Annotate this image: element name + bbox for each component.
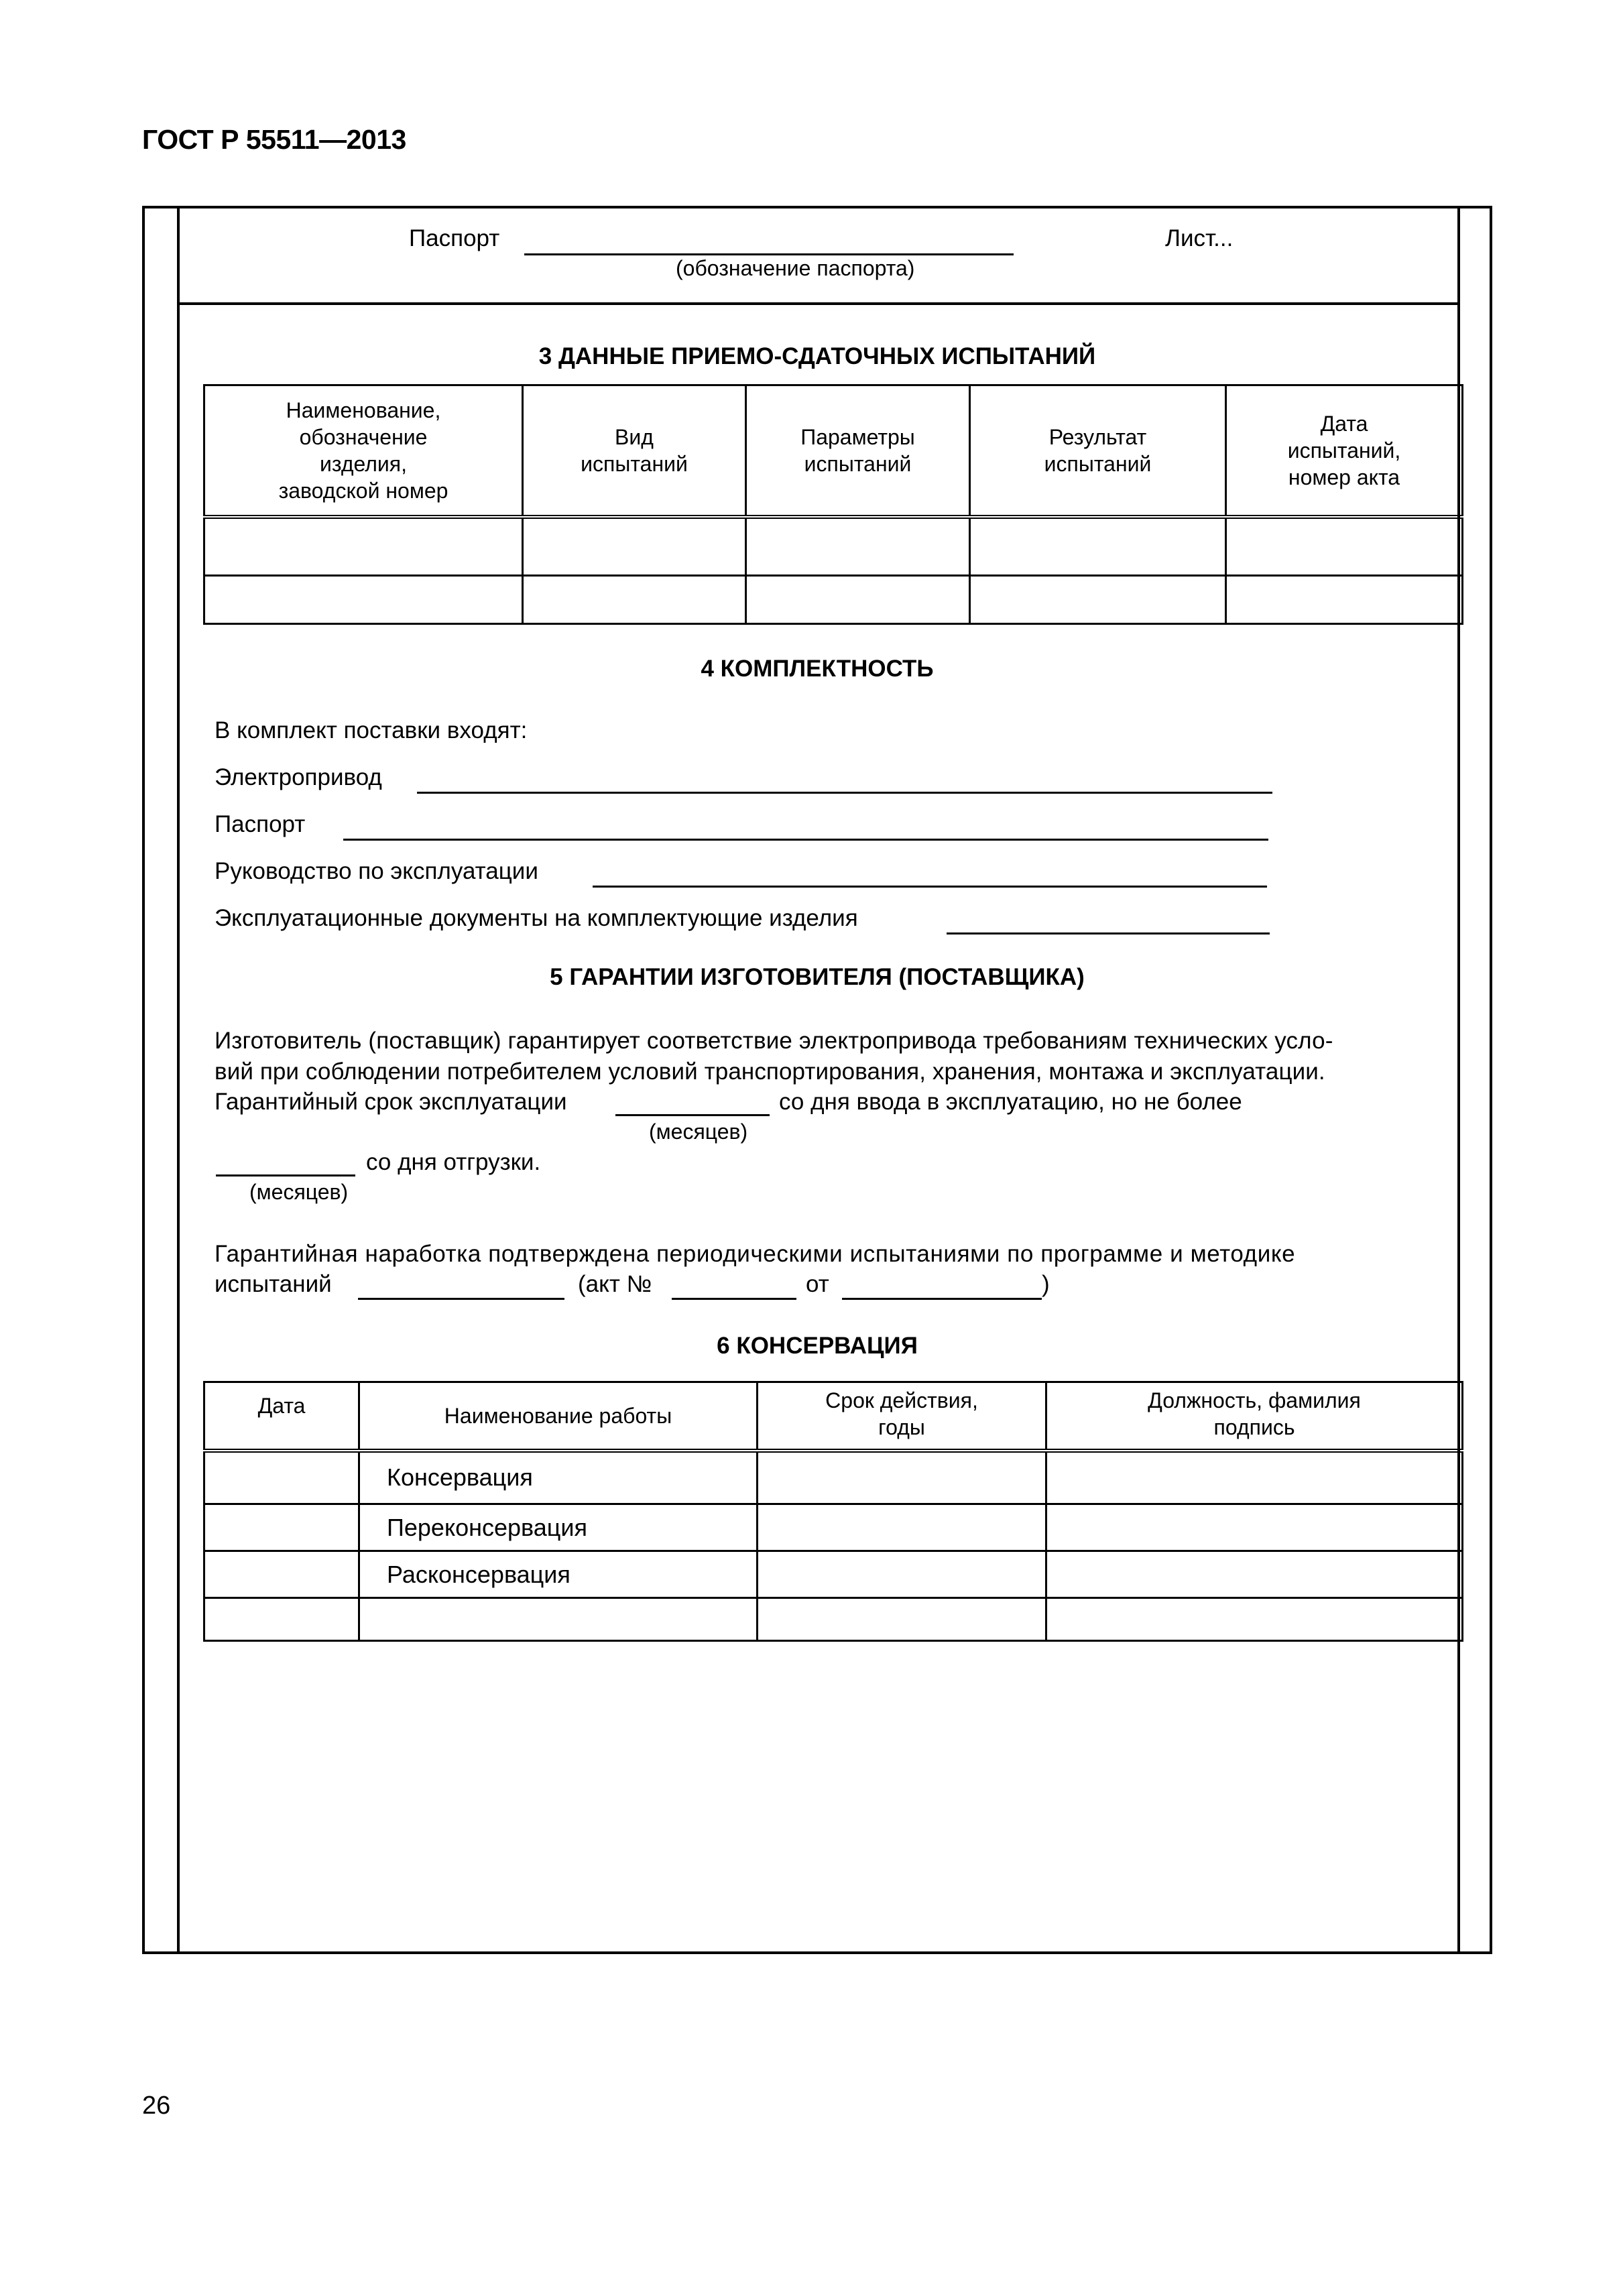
table-cell[interactable] — [523, 517, 746, 576]
table-cell[interactable] — [204, 517, 523, 576]
completeness-intro: В комплект поставки входят: — [215, 717, 528, 743]
act-label: (акт № — [578, 1271, 652, 1297]
table-cell[interactable] — [970, 517, 1226, 576]
table-cell[interactable] — [970, 576, 1226, 624]
item-component-docs: Эксплуатационные документы на комплектующие изделия — [215, 905, 858, 931]
component-docs-line[interactable] — [947, 932, 1270, 934]
warranty-months-line[interactable] — [615, 1114, 770, 1116]
act-number-line[interactable] — [672, 1298, 796, 1300]
table-cell[interactable] — [204, 576, 523, 624]
table-cell[interactable] — [758, 1504, 1046, 1551]
col-header-work-name: Наименование работы — [359, 1382, 758, 1451]
col-header-signature: Должность, фамилия подпись — [1046, 1382, 1463, 1451]
table-cell[interactable] — [523, 576, 746, 624]
table-cell[interactable] — [204, 1598, 359, 1641]
work-name-cell — [359, 1598, 758, 1641]
col-header-date: Дата — [204, 1382, 359, 1451]
table-cell[interactable] — [1046, 1504, 1463, 1551]
section5-title: 5 ГАРАНТИИ ИЗГОТОВИТЕЛЯ (ПОСТАВЩИКА) — [550, 964, 1085, 990]
col-header-test-result: Результат испытаний — [970, 385, 1226, 517]
table-row — [204, 517, 1463, 576]
section3-title: 3 ДАННЫЕ ПРИЕМО-СДАТОЧНЫХ ИСПЫТАНИЙ — [538, 343, 1096, 369]
table-cell[interactable] — [1046, 1451, 1463, 1504]
months-caption: (месяцев) — [649, 1120, 748, 1144]
warranty-period-tail: со дня ввода в эксплуатацию, но не более — [779, 1089, 1242, 1115]
page-number: 26 — [142, 2092, 171, 2120]
table-cell[interactable] — [758, 1598, 1046, 1641]
acceptance-tests-table — [203, 384, 1463, 625]
table-cell[interactable] — [746, 517, 970, 576]
warranty-period-label: Гарантийный срок эксплуатации — [215, 1089, 567, 1115]
table-cell[interactable] — [1046, 1598, 1463, 1641]
shipment-months-line[interactable] — [216, 1174, 355, 1176]
table-cell[interactable] — [758, 1551, 1046, 1598]
manual-line[interactable] — [593, 886, 1267, 888]
work-name-cell: Расконсервация — [359, 1551, 758, 1598]
act-close-paren: ) — [1042, 1271, 1050, 1297]
col-header-item: Наименование, обозначение изделия, заводской номер — [204, 385, 523, 517]
item-electric-drive: Электропривод — [215, 764, 382, 790]
passport-label: Паспорт — [409, 225, 500, 251]
table-cell[interactable] — [1226, 576, 1463, 624]
table-cell[interactable] — [1226, 517, 1463, 576]
table-cell[interactable] — [204, 1504, 359, 1551]
months-caption-2: (месяцев) — [249, 1180, 349, 1204]
section6-title: 6 КОНСЕРВАЦИЯ — [717, 1333, 918, 1359]
col-header-test-parameters: Параметры испытаний — [746, 385, 970, 517]
work-name-cell: Консервация — [359, 1451, 758, 1504]
shipment-text: со дня отгрузки. — [366, 1149, 541, 1175]
warranty-paragraph-line2: вий при соблюдении потребителем условий транспортирования, хранения, монтажа и эксплуатации. — [215, 1059, 1325, 1085]
warranty-paragraph-line1: Изготовитель (поставщик) гарантирует соответствие электропривода требованиям технических усло- — [215, 1028, 1333, 1054]
passport-designation-caption: (обозначение паспорта) — [676, 256, 915, 280]
table-row — [204, 576, 1463, 624]
table-cell[interactable] — [204, 1451, 359, 1504]
passport-line[interactable] — [343, 839, 1268, 841]
col-header-test-date: Дата испытаний, номер акта — [1226, 385, 1463, 517]
sheet-label: Лист... — [1165, 225, 1234, 251]
table-cell[interactable] — [1046, 1551, 1463, 1598]
table-row — [204, 1451, 1463, 1504]
tests-paragraph-line1: Гарантийная наработка подтверждена периодическими испытаниями по программе и методике — [215, 1241, 1296, 1267]
conservation-table — [203, 1381, 1463, 1642]
table-cell[interactable] — [758, 1451, 1046, 1504]
passport-row-divider — [177, 302, 1459, 305]
frame-inner-left-rule — [177, 206, 180, 1954]
electric-drive-line[interactable] — [417, 792, 1272, 794]
tests-prefix: испытаний — [215, 1271, 332, 1297]
table-row — [204, 1504, 1463, 1551]
program-line[interactable] — [358, 1298, 564, 1300]
table-row — [204, 1551, 1463, 1598]
work-name-cell: Переконсервация — [359, 1504, 758, 1551]
item-manual: Руководство по эксплуатации — [215, 858, 538, 884]
act-date-line[interactable] — [842, 1298, 1042, 1300]
section4-title: 4 КОМПЛЕКТНОСТЬ — [701, 656, 934, 682]
item-passport: Паспорт — [215, 811, 306, 837]
standard-designation: ГОСТ Р 55511—2013 — [142, 124, 406, 155]
table-row — [204, 1598, 1463, 1641]
table-cell[interactable] — [204, 1551, 359, 1598]
act-date-label: от — [806, 1271, 829, 1297]
col-header-validity: Срок действия, годы — [758, 1382, 1046, 1451]
table-cell[interactable] — [746, 576, 970, 624]
col-header-test-type: Вид испытаний — [523, 385, 746, 517]
